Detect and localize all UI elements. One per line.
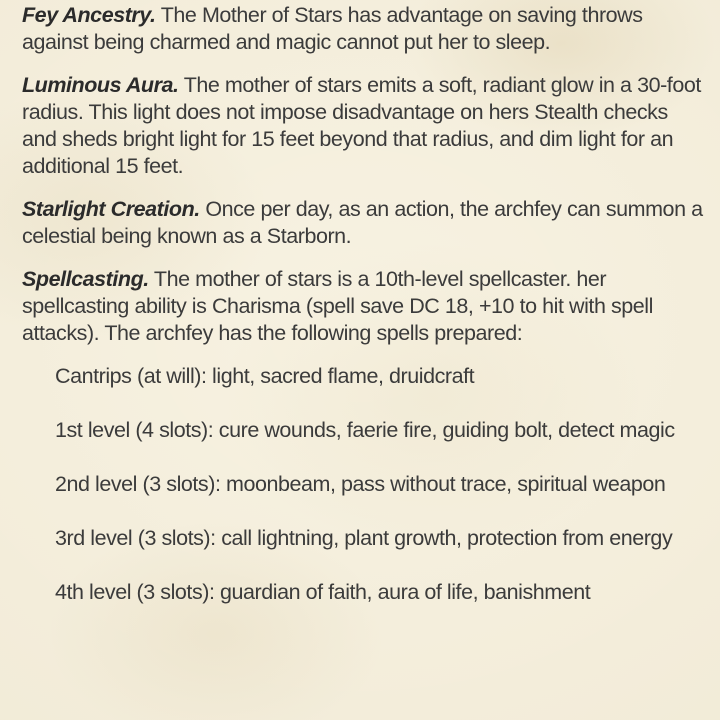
trait-text-fey-ancestry: The Mother of Stars has advantage on saving throws against being charmed and magic cannot put her to sleep. <box>22 3 643 54</box>
trait-name-fey-ancestry: Fey Ancestry. <box>22 3 156 27</box>
spell-line-cantrips: Cantrips (at will): light, sacred flame, druidcraft <box>55 364 475 388</box>
trait-name-spellcasting: Spellcasting. <box>22 267 149 291</box>
trait-paragraph-luminous-aura <box>22 72 704 180</box>
trait-paragraph-fey-ancestry <box>22 2 704 56</box>
spell-line-2nd-level: 2nd level (3 slots): moonbeam, pass without trace, spiritual weapon <box>55 472 666 496</box>
trait-name-luminous-aura: Luminous Aura. <box>22 73 179 97</box>
trait-text-starlight-creation: Once per day, as an action, the archfey can summon a celestial being known as a Starborn. <box>22 197 703 248</box>
trait-paragraph-spellcasting <box>22 266 704 347</box>
spell-line-3rd-level: 3rd level (3 slots): call lightning, plant growth, protection from energy <box>55 526 673 550</box>
spell-line-1st-level: 1st level (4 slots): cure wounds, faerie fire, guiding bolt, detect magic <box>55 418 675 442</box>
trait-name-starlight-creation: Starlight Creation. <box>22 197 200 221</box>
trait-text-luminous-aura: The mother of stars emits a soft, radiant glow in a 30-foot radius. This light does not impose disadvantage on hers Stealth checks and sheds bright light for 15 feet beyond that radius, and dim light for an additional 15 feet. <box>22 73 701 178</box>
trait-text-spellcasting: The mother of stars is a 10th-level spellcaster. her spellcasting ability is Charisma (spell save DC 18, +10 to hit with spell attacks). The archfey has the following spells prepared: <box>22 267 653 345</box>
spell-line-4th-level: 4th level (3 slots): guardian of faith, aura of life, banishment <box>55 580 591 604</box>
trait-paragraph-starlight-creation <box>22 196 704 250</box>
spell-list <box>22 363 704 606</box>
